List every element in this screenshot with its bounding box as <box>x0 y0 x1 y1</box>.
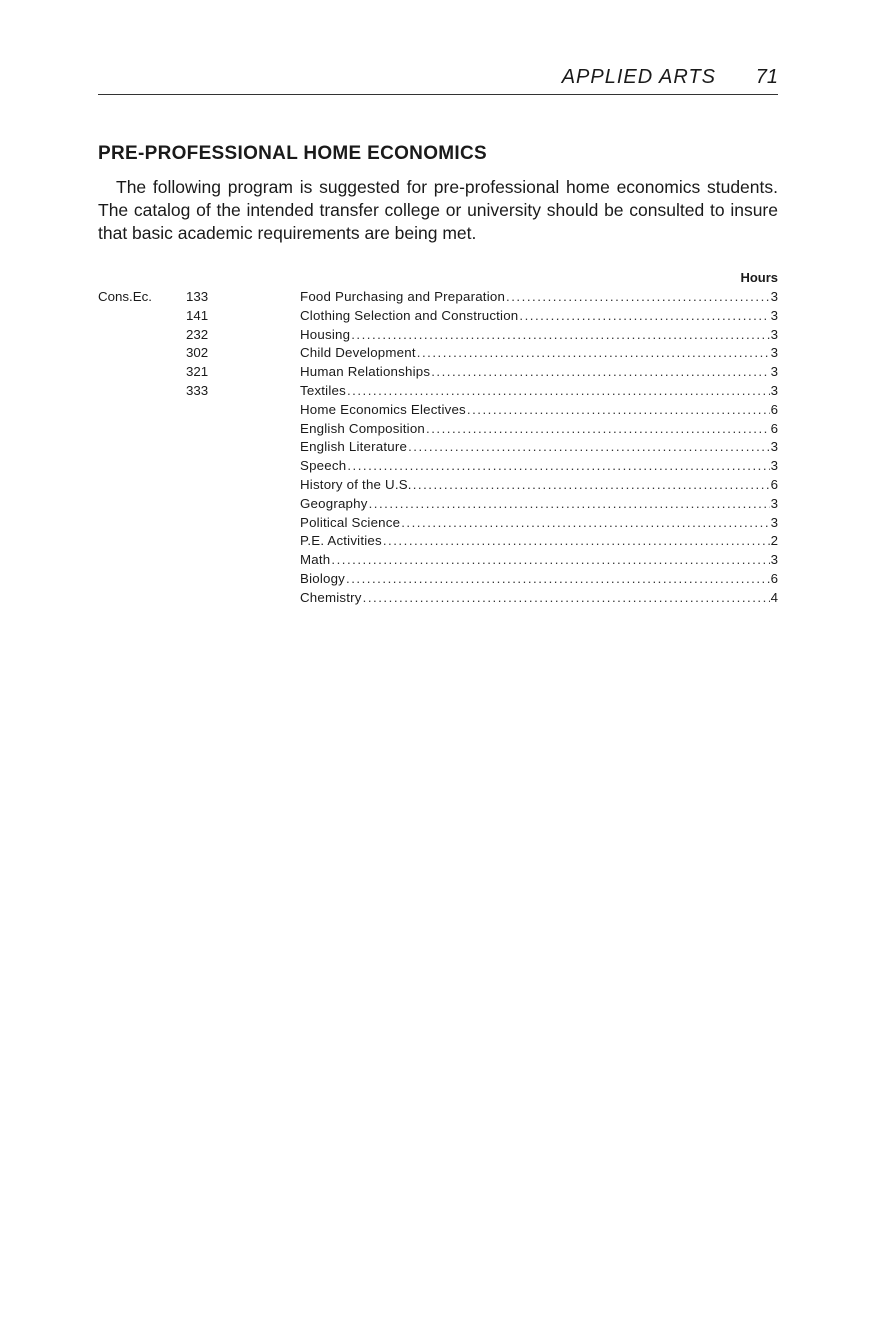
course-title: P.E. Activities <box>300 533 382 549</box>
course-row <box>98 288 778 307</box>
dot-leader <box>346 570 770 588</box>
course-number: 133 <box>186 289 209 304</box>
course-hours: 6 <box>770 476 778 492</box>
course-hours: 3 <box>770 307 778 323</box>
course-row <box>98 532 778 551</box>
course-entry <box>300 288 778 306</box>
dot-leader <box>431 363 769 381</box>
course-title: Home Economics Electives <box>300 401 466 417</box>
hours-column-header: Hours <box>740 270 778 285</box>
course-number: 232 <box>186 326 209 342</box>
course-hours: 3 <box>770 439 778 455</box>
course-entry <box>300 532 778 550</box>
section-heading: PRE-PROFESSIONAL HOME ECONOMICS <box>98 143 487 164</box>
course-row <box>98 457 778 476</box>
course-row <box>98 382 778 401</box>
page-number: 71 <box>755 66 778 88</box>
course-dept: Cons.Ec. <box>98 289 152 304</box>
course-number: 321 <box>186 364 209 380</box>
course-title: Math <box>300 552 331 568</box>
course-row <box>98 570 778 589</box>
running-title: APPLIED ARTS <box>561 66 716 88</box>
course-entry <box>300 457 778 475</box>
dot-leader <box>408 438 770 456</box>
course-hours: 3 <box>770 382 778 398</box>
course-number: 302 <box>186 345 209 361</box>
course-row <box>98 476 778 495</box>
dot-leader <box>383 532 770 550</box>
dot-leader <box>426 420 770 438</box>
dot-leader <box>506 288 770 306</box>
course-entry <box>300 551 778 569</box>
course-hours: 3 <box>770 345 778 361</box>
course-hours: 3 <box>770 514 778 530</box>
course-entry <box>300 307 778 325</box>
dot-leader <box>413 476 770 494</box>
course-hours: 6 <box>770 570 778 586</box>
course-number: 333 <box>186 382 209 398</box>
dot-leader <box>467 401 770 419</box>
course-row <box>98 514 778 533</box>
course-title: Textiles <box>300 382 346 398</box>
dot-leader <box>363 589 770 607</box>
course-title: Housing <box>300 326 351 342</box>
course-list <box>98 288 778 608</box>
course-hours: 2 <box>770 533 778 549</box>
course-row <box>98 438 778 457</box>
dot-leader <box>519 307 769 325</box>
course-hours: 3 <box>770 458 778 474</box>
course-row <box>98 363 778 382</box>
course-number: 141 <box>186 307 209 323</box>
course-hours: 6 <box>770 420 778 436</box>
course-title: English Literature <box>300 439 408 455</box>
course-row <box>98 401 778 420</box>
course-entry <box>300 326 778 344</box>
course-entry <box>300 401 778 419</box>
course-row <box>98 589 778 608</box>
course-title: Chemistry <box>300 589 362 605</box>
course-entry <box>300 476 778 494</box>
course-entry <box>300 363 778 381</box>
course-hours: 4 <box>770 589 778 605</box>
course-hours: 3 <box>770 289 778 304</box>
course-title: Speech <box>300 458 347 474</box>
course-entry <box>300 344 778 362</box>
running-head <box>98 64 778 95</box>
dot-leader <box>369 495 770 513</box>
course-entry <box>300 589 778 607</box>
course-title: Human Relationships <box>300 364 431 380</box>
dot-leader <box>347 382 770 400</box>
course-entry <box>300 514 778 532</box>
course-hours: 6 <box>770 401 778 417</box>
course-title: Political Science <box>300 514 401 530</box>
course-hours: 3 <box>770 495 778 511</box>
course-row <box>98 495 778 514</box>
course-row <box>98 326 778 345</box>
dot-leader <box>417 344 770 362</box>
course-entry <box>300 438 778 456</box>
course-title: Geography <box>300 495 368 511</box>
course-entry <box>300 570 778 588</box>
course-title: Child Development <box>300 345 416 361</box>
course-title: History of the U.S. <box>300 476 412 492</box>
course-hours: 3 <box>770 364 778 380</box>
course-row <box>98 344 778 363</box>
course-entry <box>300 382 778 400</box>
dot-leader <box>347 457 769 475</box>
course-entry <box>300 495 778 513</box>
course-hours: 3 <box>770 552 778 568</box>
course-title: Food Purchasing and Preparation <box>300 289 506 304</box>
course-row <box>98 551 778 570</box>
course-entry <box>300 420 778 438</box>
dot-leader <box>351 326 769 344</box>
course-row <box>98 307 778 326</box>
dot-leader <box>331 551 769 569</box>
intro-paragraph: The following program is suggested for pre-professional home economics students. The catalog of the intended transfer college or university should be consulted to insure that basic academic requirements are being met. <box>98 177 778 243</box>
course-row <box>98 420 778 439</box>
dot-leader <box>401 514 769 532</box>
course-hours: 3 <box>770 326 778 342</box>
course-title: Biology <box>300 570 346 586</box>
course-title: English Composition <box>300 420 426 436</box>
course-title: Clothing Selection and Construction <box>300 307 519 323</box>
